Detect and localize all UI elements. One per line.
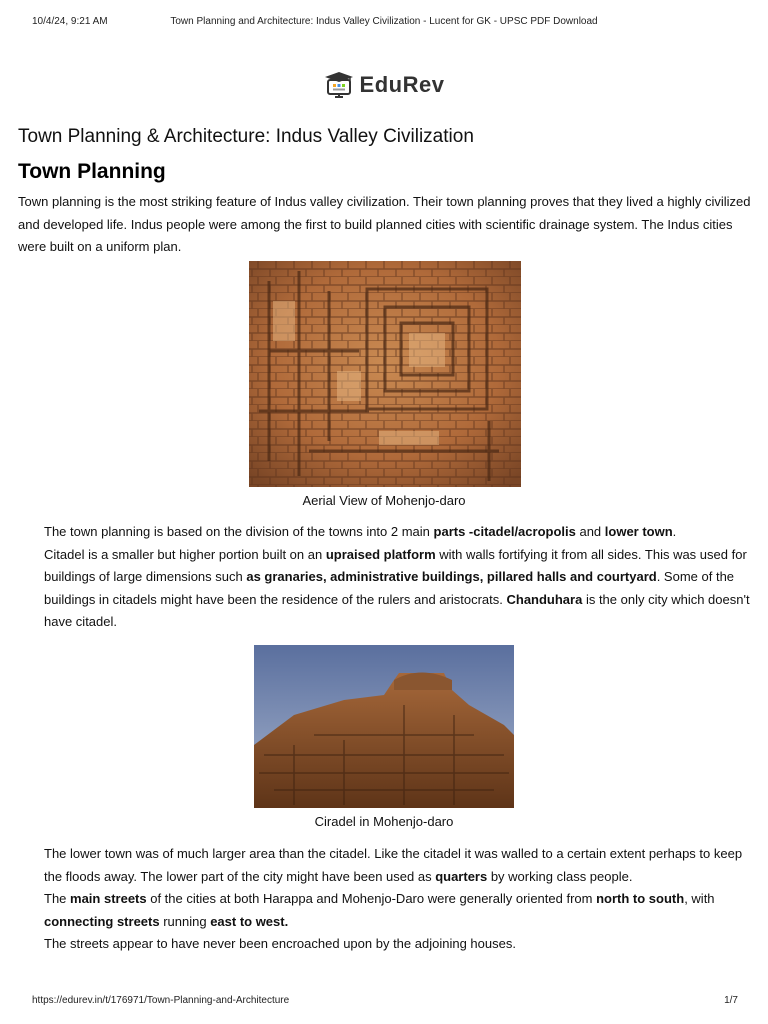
citadel-paragraph: The town planning is based on the division of the towns into 2 main parts -citadel/acropolis and lower town. Citadel is a smaller but higher portion built on an upraised platform with walls fortifying it from all sides. This was used for buildings of large dimensions such as granaries, administrative buildings, pillared halls and courtyard. Some of the buildings in citadels might have been the residence of the rulers and aristocrats. Chanduhara is the only city which doesn't have citadel. xyxy=(44,524,750,629)
intro-paragraph: Town planning is the most striking feature of Indus valley civilization. Their town planning proves that they lived a highly civilized and developed life. Indus people were among the first to build planned cities with scientific drainage system. The Indus cities were built on a uniform plan. xyxy=(18,194,751,254)
logo-text: EduRev xyxy=(359,72,445,97)
print-datetime: 10/4/24, 9:21 AM xyxy=(32,16,108,27)
graduation-cap-monitor-icon xyxy=(324,71,354,99)
page-url: https://edurev.in/t/176971/Town-Planning-and-Architecture xyxy=(32,995,290,1006)
aerial-view-image xyxy=(249,261,521,487)
figure1-caption: Aerial View of Mohenjo-daro xyxy=(302,493,466,508)
lower-town-paragraph: The lower town was of much larger area than the citadel. Like the citadel it was walled to a certain extent perhaps to keep the floods away. The lower part of the city might have been used as quarters by working class people. The main streets of the cities at both Harappa and Mohenjo-Daro were generally oriented from north to south, with connecting streets running east to west. The streets appear to have never been encroached upon by the adjoining houses. xyxy=(44,846,743,951)
section-heading: Town Planning xyxy=(18,160,166,183)
citadel-image xyxy=(254,645,514,808)
figure2-caption: Ciradel in Mohenjo-daro xyxy=(314,814,454,829)
edurev-logo[interactable] xyxy=(0,71,768,103)
document-title: Town Planning & Architecture: Indus Valley Civilization xyxy=(18,126,474,147)
page-number: 1/7 xyxy=(724,995,738,1006)
print-page-title: Town Planning and Architecture: Indus Valley Civilization - Lucent for GK - UPSC PDF Download xyxy=(170,16,598,27)
print-header xyxy=(0,16,768,30)
